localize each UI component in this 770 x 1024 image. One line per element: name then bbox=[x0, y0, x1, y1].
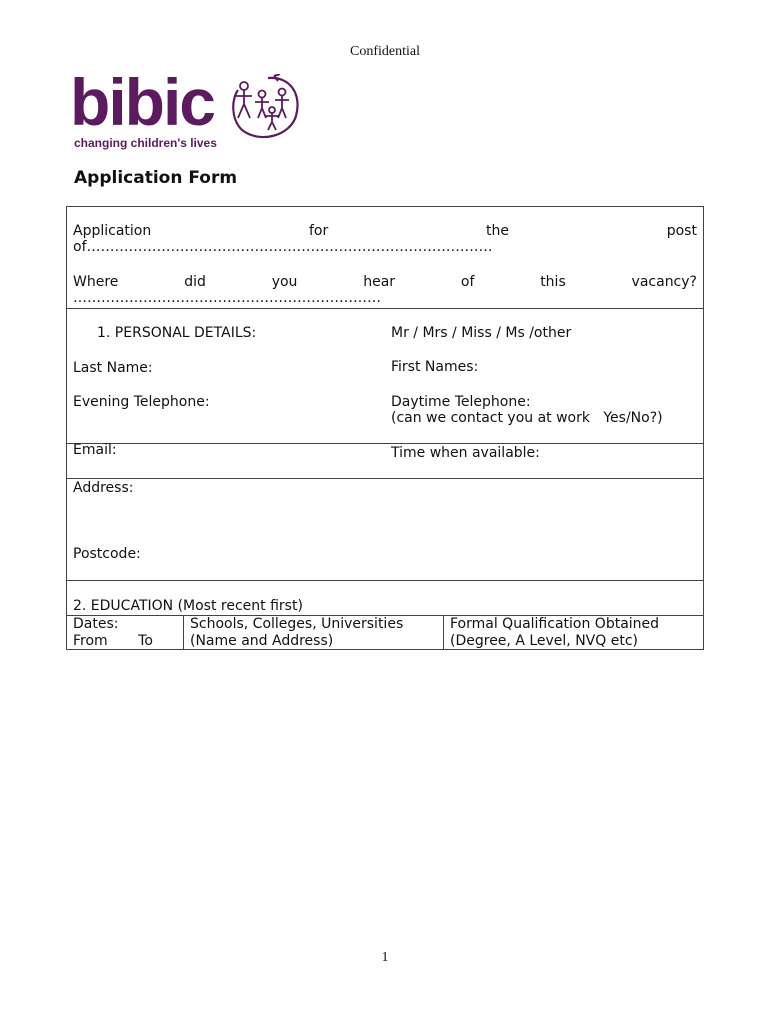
post-line-words bbox=[73, 223, 697, 239]
email-section bbox=[66, 443, 704, 479]
last-name-label: Last Name: bbox=[73, 360, 153, 376]
personal-details-heading: 1. PERSONAL DETAILS: bbox=[97, 325, 257, 341]
word: of bbox=[460, 274, 475, 290]
word: this bbox=[540, 274, 566, 290]
word: for bbox=[308, 223, 329, 239]
qualification-examples-label: (Degree, A Level, NVQ etc) bbox=[450, 633, 638, 649]
word: did bbox=[184, 274, 206, 290]
to-label: To bbox=[138, 633, 153, 649]
dates-label: Dates: bbox=[73, 616, 119, 632]
personal-details-section bbox=[66, 308, 704, 444]
education-col-schools bbox=[184, 616, 444, 649]
word: you bbox=[271, 274, 298, 290]
vacancy-line-words bbox=[73, 274, 697, 290]
page-number: 1 bbox=[381, 950, 389, 965]
family-figures-icon bbox=[230, 74, 306, 144]
vacancy-dots-field[interactable]: ………………………………………………………… bbox=[73, 290, 381, 306]
address-label: Address: bbox=[73, 480, 134, 496]
time-available-label: Time when available: bbox=[391, 445, 540, 461]
post-line bbox=[73, 223, 697, 255]
bibic-logo bbox=[70, 65, 310, 154]
word: Application bbox=[73, 223, 152, 239]
qualification-label: Formal Qualification Obtained bbox=[450, 616, 660, 632]
post-vacancy-section bbox=[66, 206, 704, 309]
name-address-label: (Name and Address) bbox=[190, 633, 334, 649]
email-label: Email: bbox=[73, 442, 117, 458]
logo-tagline: changing children's lives bbox=[74, 136, 217, 150]
word: Where bbox=[73, 274, 119, 290]
title-options: Mr / Mrs / Miss / Ms /other bbox=[391, 325, 572, 341]
confidential-header: Confidential bbox=[350, 44, 420, 59]
post-dots-field[interactable]: of…………………………………………………………………………… bbox=[73, 239, 493, 255]
daytime-telephone-label: Daytime Telephone: bbox=[391, 394, 531, 410]
address-section bbox=[66, 478, 704, 581]
postcode-label: Postcode: bbox=[73, 546, 141, 562]
from-to-labels bbox=[73, 633, 183, 650]
evening-telephone-label: Evening Telephone: bbox=[73, 394, 210, 410]
from-label: From bbox=[73, 633, 108, 649]
word: the bbox=[485, 223, 509, 239]
first-names-label: First Names: bbox=[391, 359, 479, 375]
vacancy-line bbox=[73, 274, 697, 306]
word: hear bbox=[363, 274, 396, 290]
education-heading: 2. EDUCATION (Most recent first) bbox=[73, 598, 303, 614]
word: vacancy? bbox=[631, 274, 697, 290]
education-table bbox=[66, 615, 704, 650]
education-col-qualification bbox=[444, 616, 703, 649]
schools-label: Schools, Colleges, Universities bbox=[190, 616, 404, 632]
education-section bbox=[66, 580, 704, 616]
form-title: Application Form bbox=[74, 168, 238, 188]
education-col-dates bbox=[67, 616, 184, 649]
contact-at-work-label: (can we contact you at work Yes/No?) bbox=[391, 410, 663, 426]
word: post bbox=[666, 223, 697, 239]
logo-wordmark: bibic bbox=[70, 65, 215, 139]
